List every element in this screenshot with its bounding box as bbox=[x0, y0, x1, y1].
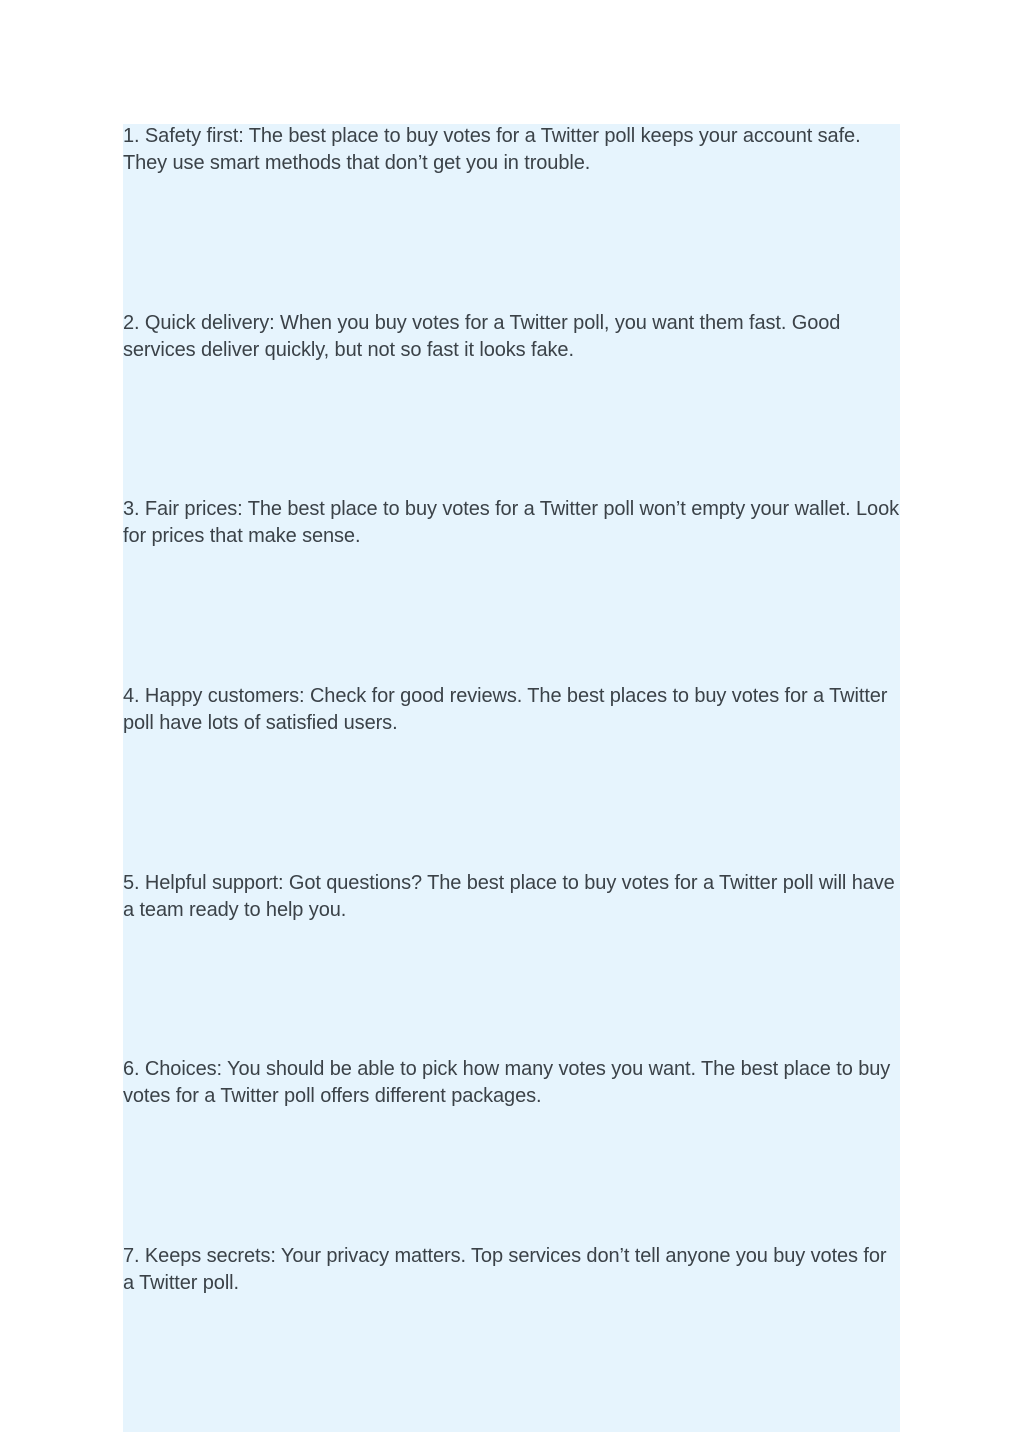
content-block bbox=[123, 124, 900, 1432]
list-item-2: 2. Quick delivery: When you buy votes for a Twitter poll, you want them fast. Good services deliver quickly, but not so fast it looks fake. bbox=[123, 312, 841, 361]
list-item-1: 1. Safety first: The best place to buy votes for a Twitter poll keeps your account safe. They use smart methods that don’t get you in trouble. bbox=[123, 125, 861, 174]
list-item-6: 6. Choices: You should be able to pick how many votes you want. The best place to buy votes for a Twitter poll offers different packages. bbox=[123, 1058, 891, 1107]
list-item-7: 7. Keeps secrets: Your privacy matters. Top services don’t tell anyone you buy votes for a Twitter poll. bbox=[123, 1245, 887, 1294]
list-item-5: 5. Helpful support: Got questions? The best place to buy votes for a Twitter poll will have a team ready to help you. bbox=[123, 872, 895, 921]
list-item-3: 3. Fair prices: The best place to buy votes for a Twitter poll won’t empty your wallet. Look for prices that make sense. bbox=[123, 498, 899, 547]
list-item-4: 4. Happy customers: Check for good reviews. The best places to buy votes for a Twitter poll have lots of satisfied users. bbox=[123, 685, 888, 734]
